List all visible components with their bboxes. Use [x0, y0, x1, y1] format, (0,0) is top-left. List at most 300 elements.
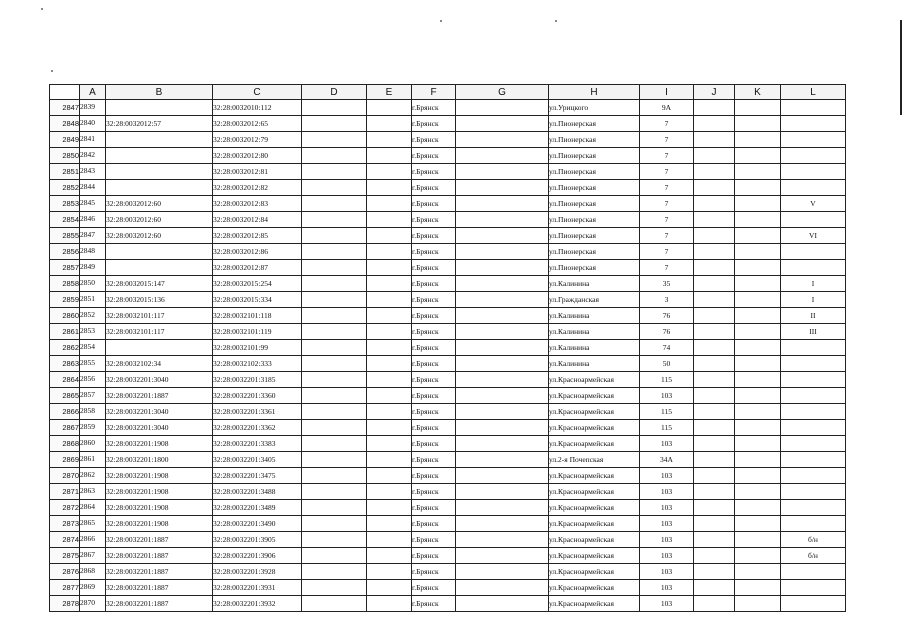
- cell-g: [456, 276, 549, 292]
- cell-b: 32:28:0032201:1908: [106, 516, 213, 532]
- cell-l: [781, 420, 846, 436]
- column-header-a: A: [80, 85, 106, 100]
- cell-a: 2856: [80, 372, 106, 388]
- cell-h: ул.Красноармейская: [549, 548, 640, 564]
- cell-i: 103: [640, 388, 694, 404]
- table-row: [50, 260, 846, 276]
- cell-d: [302, 564, 367, 580]
- cell-b: 32:28:0032015:136: [106, 292, 213, 308]
- row-number-cell: 2877: [50, 580, 80, 596]
- cell-f: г.Брянск: [412, 596, 456, 612]
- table-row: [50, 212, 846, 228]
- cell-d: [302, 420, 367, 436]
- cell-d: [302, 388, 367, 404]
- cell-g: [456, 516, 549, 532]
- cell-k: [735, 292, 781, 308]
- cell-h: ул.Красноармейская: [549, 500, 640, 516]
- cell-b: [106, 244, 213, 260]
- cell-f: г.Брянск: [412, 548, 456, 564]
- cell-a: 2861: [80, 452, 106, 468]
- cell-d: [302, 292, 367, 308]
- cell-f: г.Брянск: [412, 116, 456, 132]
- cell-d: [302, 180, 367, 196]
- cell-e: [367, 244, 412, 260]
- cell-j: [694, 372, 735, 388]
- cell-k: [735, 372, 781, 388]
- cell-h: ул.Пионерская: [549, 228, 640, 244]
- row-number-cell: 2864: [50, 372, 80, 388]
- cell-l: [781, 372, 846, 388]
- cell-d: [302, 516, 367, 532]
- row-number-cell: 2851: [50, 164, 80, 180]
- cell-b: 32:28:0032201:1887: [106, 548, 213, 564]
- scan-speck: [555, 20, 557, 22]
- cell-h: ул.Красноармейская: [549, 436, 640, 452]
- table-row: [50, 516, 846, 532]
- cell-l: [781, 132, 846, 148]
- cell-c: 32:28:0032201:3185: [213, 372, 302, 388]
- cell-g: [456, 100, 549, 116]
- cell-j: [694, 180, 735, 196]
- row-number-cell: 2875: [50, 548, 80, 564]
- cell-e: [367, 596, 412, 612]
- cell-h: ул.Красноармейская: [549, 516, 640, 532]
- header-corner-cell: [50, 85, 80, 100]
- cell-i: 7: [640, 212, 694, 228]
- cell-h: ул.Пионерская: [549, 244, 640, 260]
- cell-h: ул.Пионерская: [549, 196, 640, 212]
- cell-a: 2870: [80, 596, 106, 612]
- column-header-g: G: [456, 85, 549, 100]
- cell-g: [456, 228, 549, 244]
- scan-speck: [440, 20, 442, 22]
- cell-j: [694, 564, 735, 580]
- table-row: [50, 180, 846, 196]
- cell-k: [735, 484, 781, 500]
- cell-k: [735, 404, 781, 420]
- cell-k: [735, 276, 781, 292]
- cell-f: г.Брянск: [412, 388, 456, 404]
- cell-i: 35: [640, 276, 694, 292]
- table-row: [50, 324, 846, 340]
- cell-g: [456, 484, 549, 500]
- cell-i: 115: [640, 420, 694, 436]
- cell-g: [456, 116, 549, 132]
- cell-b: 32:28:0032012:60: [106, 212, 213, 228]
- cell-d: [302, 212, 367, 228]
- cell-d: [302, 164, 367, 180]
- cell-c: 32:28:0032015:254: [213, 276, 302, 292]
- cell-l: [781, 148, 846, 164]
- row-number-cell: 2866: [50, 404, 80, 420]
- cell-i: 103: [640, 436, 694, 452]
- cell-g: [456, 468, 549, 484]
- table-row: [50, 372, 846, 388]
- cell-d: [302, 324, 367, 340]
- cell-h: ул.Красноармейская: [549, 596, 640, 612]
- cell-f: г.Брянск: [412, 500, 456, 516]
- cell-a: 2852: [80, 308, 106, 324]
- table-row: [50, 308, 846, 324]
- row-number-cell: 2857: [50, 260, 80, 276]
- cell-k: [735, 468, 781, 484]
- cell-f: г.Брянск: [412, 180, 456, 196]
- cell-g: [456, 260, 549, 276]
- cell-g: [456, 548, 549, 564]
- cell-c: 32:28:0032201:3932: [213, 596, 302, 612]
- cell-f: г.Брянск: [412, 132, 456, 148]
- cell-a: 2868: [80, 564, 106, 580]
- cell-g: [456, 532, 549, 548]
- table-row: [50, 148, 846, 164]
- cell-a: 2846: [80, 212, 106, 228]
- cell-g: [456, 132, 549, 148]
- cell-g: [456, 148, 549, 164]
- table-row: [50, 116, 846, 132]
- cell-i: 76: [640, 324, 694, 340]
- scan-edge-line: [900, 20, 902, 115]
- column-header-d: D: [302, 85, 367, 100]
- cell-j: [694, 452, 735, 468]
- cell-d: [302, 308, 367, 324]
- cell-c: 32:28:0032012:87: [213, 260, 302, 276]
- cell-f: г.Брянск: [412, 196, 456, 212]
- cell-j: [694, 436, 735, 452]
- cell-j: [694, 340, 735, 356]
- cell-e: [367, 452, 412, 468]
- cell-e: [367, 372, 412, 388]
- cell-d: [302, 116, 367, 132]
- cell-e: [367, 468, 412, 484]
- cell-l: [781, 244, 846, 260]
- cell-l: [781, 260, 846, 276]
- cell-f: г.Брянск: [412, 228, 456, 244]
- cell-l: VI: [781, 228, 846, 244]
- cell-g: [456, 212, 549, 228]
- row-number-cell: 2878: [50, 596, 80, 612]
- cell-j: [694, 500, 735, 516]
- cell-h: ул.Пионерская: [549, 116, 640, 132]
- cell-d: [302, 532, 367, 548]
- row-number-cell: 2854: [50, 212, 80, 228]
- cell-d: [302, 132, 367, 148]
- cell-k: [735, 516, 781, 532]
- row-number-cell: 2861: [50, 324, 80, 340]
- cell-d: [302, 148, 367, 164]
- cell-b: [106, 148, 213, 164]
- cell-c: 32:28:0032201:3360: [213, 388, 302, 404]
- cell-g: [456, 404, 549, 420]
- cell-a: 2851: [80, 292, 106, 308]
- row-number-cell: 2874: [50, 532, 80, 548]
- cell-a: 2854: [80, 340, 106, 356]
- cell-g: [456, 372, 549, 388]
- cell-b: 32:28:0032101:117: [106, 324, 213, 340]
- cell-j: [694, 132, 735, 148]
- cell-c: 32:28:0032015:334: [213, 292, 302, 308]
- table-row: [50, 196, 846, 212]
- cell-k: [735, 260, 781, 276]
- cell-h: ул.Красноармейская: [549, 468, 640, 484]
- cell-h: ул.Пионерская: [549, 260, 640, 276]
- cell-k: [735, 228, 781, 244]
- cell-j: [694, 212, 735, 228]
- cell-f: г.Брянск: [412, 292, 456, 308]
- cell-a: 2863: [80, 484, 106, 500]
- cell-j: [694, 516, 735, 532]
- table-row: [50, 532, 846, 548]
- table-row: [50, 356, 846, 372]
- cell-l: I: [781, 276, 846, 292]
- cell-l: б/н: [781, 532, 846, 548]
- cell-b: 32:28:0032201:1908: [106, 436, 213, 452]
- cell-a: 2840: [80, 116, 106, 132]
- cell-b: 32:28:0032201:1908: [106, 484, 213, 500]
- cell-d: [302, 404, 367, 420]
- cell-c: 32:28:0032201:3928: [213, 564, 302, 580]
- cell-e: [367, 420, 412, 436]
- cell-f: г.Брянск: [412, 404, 456, 420]
- cell-i: 7: [640, 260, 694, 276]
- cell-i: 34А: [640, 452, 694, 468]
- cell-b: 32:28:0032012:60: [106, 196, 213, 212]
- cell-b: 32:28:0032201:1908: [106, 468, 213, 484]
- cell-c: 32:28:0032201:3362: [213, 420, 302, 436]
- cell-b: 32:28:0032012:60: [106, 228, 213, 244]
- cell-i: 7: [640, 132, 694, 148]
- table-row: [50, 132, 846, 148]
- cell-e: [367, 548, 412, 564]
- scan-speck: [41, 8, 43, 10]
- cell-c: 32:28:0032201:3361: [213, 404, 302, 420]
- table-row: [50, 388, 846, 404]
- cell-h: ул.Калинина: [549, 308, 640, 324]
- row-number-cell: 2853: [50, 196, 80, 212]
- cell-k: [735, 164, 781, 180]
- cell-e: [367, 308, 412, 324]
- cell-d: [302, 100, 367, 116]
- cell-l: [781, 468, 846, 484]
- cell-g: [456, 164, 549, 180]
- cell-d: [302, 436, 367, 452]
- cell-h: ул.Красноармейская: [549, 564, 640, 580]
- cell-l: [781, 436, 846, 452]
- cell-a: 2842: [80, 148, 106, 164]
- cell-a: 2850: [80, 276, 106, 292]
- cell-c: 32:28:0032012:85: [213, 228, 302, 244]
- cell-l: I: [781, 292, 846, 308]
- cell-a: 2859: [80, 420, 106, 436]
- cell-j: [694, 116, 735, 132]
- row-number-cell: 2850: [50, 148, 80, 164]
- table-row: [50, 100, 846, 116]
- cell-i: 7: [640, 244, 694, 260]
- cell-c: 32:28:0032012:86: [213, 244, 302, 260]
- cell-l: [781, 180, 846, 196]
- cell-j: [694, 196, 735, 212]
- cell-j: [694, 468, 735, 484]
- cell-b: [106, 180, 213, 196]
- cell-a: 2865: [80, 516, 106, 532]
- cell-j: [694, 532, 735, 548]
- table-row: [50, 244, 846, 260]
- cell-c: 32:28:0032102:333: [213, 356, 302, 372]
- cell-g: [456, 308, 549, 324]
- cell-h: ул.Калинина: [549, 276, 640, 292]
- row-number-cell: 2868: [50, 436, 80, 452]
- cell-e: [367, 484, 412, 500]
- cell-k: [735, 388, 781, 404]
- cell-j: [694, 244, 735, 260]
- cell-c: 32:28:0032101:118: [213, 308, 302, 324]
- cell-b: [106, 132, 213, 148]
- spreadsheet-table: [49, 84, 846, 612]
- cell-f: г.Брянск: [412, 516, 456, 532]
- cell-g: [456, 500, 549, 516]
- cell-k: [735, 148, 781, 164]
- cell-f: г.Брянск: [412, 244, 456, 260]
- cell-h: ул.Пионерская: [549, 180, 640, 196]
- column-header-k: K: [735, 85, 781, 100]
- cell-b: 32:28:0032201:3040: [106, 404, 213, 420]
- cell-d: [302, 228, 367, 244]
- row-number-cell: 2873: [50, 516, 80, 532]
- cell-e: [367, 164, 412, 180]
- cell-c: 32:28:0032201:3905: [213, 532, 302, 548]
- cell-k: [735, 420, 781, 436]
- cell-k: [735, 116, 781, 132]
- table-row: [50, 276, 846, 292]
- cell-d: [302, 340, 367, 356]
- cell-k: [735, 564, 781, 580]
- table-row: [50, 484, 846, 500]
- cell-a: 2867: [80, 548, 106, 564]
- cell-c: 32:28:0032012:83: [213, 196, 302, 212]
- cell-c: 32:28:0032012:79: [213, 132, 302, 148]
- cell-i: 74: [640, 340, 694, 356]
- cell-g: [456, 388, 549, 404]
- cell-b: 32:28:0032201:1887: [106, 580, 213, 596]
- cell-k: [735, 580, 781, 596]
- cell-h: ул.Калинина: [549, 324, 640, 340]
- cell-a: 2864: [80, 500, 106, 516]
- cell-e: [367, 180, 412, 196]
- cell-f: г.Брянск: [412, 452, 456, 468]
- cell-l: б/н: [781, 548, 846, 564]
- cell-h: ул.Красноармейская: [549, 372, 640, 388]
- cell-a: 2862: [80, 468, 106, 484]
- cell-b: 32:28:0032201:1887: [106, 564, 213, 580]
- cell-i: 103: [640, 564, 694, 580]
- cell-i: 103: [640, 548, 694, 564]
- cell-e: [367, 340, 412, 356]
- cell-f: г.Брянск: [412, 308, 456, 324]
- cell-a: 2858: [80, 404, 106, 420]
- row-number-cell: 2865: [50, 388, 80, 404]
- cell-k: [735, 596, 781, 612]
- row-number-cell: 2869: [50, 452, 80, 468]
- cell-j: [694, 100, 735, 116]
- column-header-row: [50, 85, 846, 100]
- cell-a: 2857: [80, 388, 106, 404]
- row-number-cell: 2858: [50, 276, 80, 292]
- cell-j: [694, 276, 735, 292]
- cell-h: ул.Красноармейская: [549, 484, 640, 500]
- cell-i: 76: [640, 308, 694, 324]
- cell-b: [106, 164, 213, 180]
- table-row: [50, 164, 846, 180]
- table-row: [50, 564, 846, 580]
- cell-h: ул.Пионерская: [549, 148, 640, 164]
- cell-k: [735, 452, 781, 468]
- cell-l: [781, 116, 846, 132]
- cell-l: [781, 388, 846, 404]
- cell-i: 103: [640, 532, 694, 548]
- cell-f: г.Брянск: [412, 420, 456, 436]
- cell-f: г.Брянск: [412, 468, 456, 484]
- row-number-cell: 2855: [50, 228, 80, 244]
- cell-e: [367, 580, 412, 596]
- cell-l: V: [781, 196, 846, 212]
- row-number-cell: 2860: [50, 308, 80, 324]
- cell-c: 32:28:0032201:3489: [213, 500, 302, 516]
- cell-g: [456, 596, 549, 612]
- cell-k: [735, 244, 781, 260]
- cell-f: г.Брянск: [412, 164, 456, 180]
- cell-i: 7: [640, 228, 694, 244]
- cell-b: 32:28:0032201:1887: [106, 596, 213, 612]
- cell-l: [781, 580, 846, 596]
- cell-e: [367, 100, 412, 116]
- cell-i: 50: [640, 356, 694, 372]
- cell-d: [302, 276, 367, 292]
- cell-h: ул.Калинина: [549, 356, 640, 372]
- cell-e: [367, 212, 412, 228]
- cell-j: [694, 388, 735, 404]
- cell-e: [367, 516, 412, 532]
- cell-d: [302, 596, 367, 612]
- cell-e: [367, 260, 412, 276]
- cell-g: [456, 436, 549, 452]
- cell-e: [367, 116, 412, 132]
- cell-d: [302, 468, 367, 484]
- cell-l: [781, 484, 846, 500]
- cell-f: г.Брянск: [412, 580, 456, 596]
- cell-j: [694, 324, 735, 340]
- cell-i: 115: [640, 372, 694, 388]
- cell-l: [781, 404, 846, 420]
- column-header-i: I: [640, 85, 694, 100]
- cell-k: [735, 212, 781, 228]
- cell-j: [694, 164, 735, 180]
- cell-f: г.Брянск: [412, 260, 456, 276]
- cell-b: 32:28:0032201:1908: [106, 500, 213, 516]
- cell-d: [302, 548, 367, 564]
- cell-c: 32:28:0032101:119: [213, 324, 302, 340]
- cell-e: [367, 196, 412, 212]
- row-number-cell: 2856: [50, 244, 80, 260]
- column-header-b: B: [106, 85, 213, 100]
- table-row: [50, 596, 846, 612]
- cell-k: [735, 500, 781, 516]
- cell-l: [781, 356, 846, 372]
- cell-d: [302, 580, 367, 596]
- cell-b: 32:28:0032012:57: [106, 116, 213, 132]
- table-row: [50, 436, 846, 452]
- cell-g: [456, 292, 549, 308]
- row-number-cell: 2867: [50, 420, 80, 436]
- cell-h: ул.Калинина: [549, 340, 640, 356]
